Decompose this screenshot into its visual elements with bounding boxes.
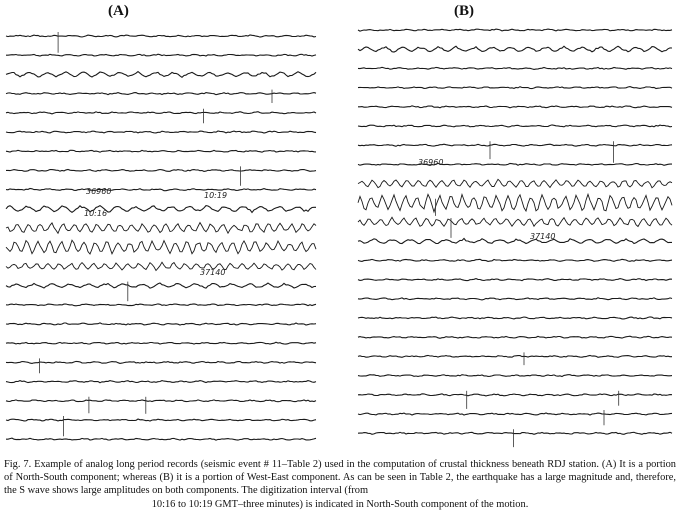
caption-main: Fig. 7. Example of analog long period records (seismic event # 11–Table 2) used in the computation of crustal thickness beneath RDJ station. (A) It is a portion of North-South component; whereas (B) it is a portion of West-East component. As can be seen in Table 2, the earthquake has a large magnitude and, therefore, the S wave shows large amplitudes on both components. The digitization interval (from xyxy=(4,459,676,497)
seismic-trace xyxy=(358,432,672,434)
seismic-trace xyxy=(6,35,316,37)
seismic-trace xyxy=(358,217,672,226)
seismic-trace xyxy=(358,144,672,146)
annotation-count-1-b: 36960 xyxy=(418,158,444,167)
seismic-trace xyxy=(6,419,316,421)
seismic-trace xyxy=(6,223,316,234)
annotation-count-1-a: 36960 xyxy=(86,187,112,196)
seismic-trace xyxy=(6,93,316,95)
traces-a xyxy=(6,32,316,440)
seismic-trace xyxy=(358,259,672,261)
seismic-trace xyxy=(6,323,316,325)
panel-a-label: (A) xyxy=(108,3,129,19)
traces-b xyxy=(358,29,672,447)
seismic-trace xyxy=(358,67,672,69)
seismic-trace xyxy=(6,240,316,254)
annotation-time-end: 10:19 xyxy=(204,191,228,200)
seismic-trace xyxy=(6,304,316,306)
seismic-trace xyxy=(6,283,316,288)
seismic-trace xyxy=(6,400,316,402)
annotation-count-2-b: 37140 xyxy=(530,232,556,241)
seismic-trace xyxy=(358,194,672,212)
seismic-trace xyxy=(358,355,672,357)
seismic-trace xyxy=(358,394,672,396)
seismic-trace xyxy=(358,239,672,244)
seismic-trace xyxy=(358,29,672,31)
seismic-trace xyxy=(358,375,672,377)
seismic-trace xyxy=(358,125,672,127)
seismic-trace xyxy=(6,361,316,363)
seismic-trace xyxy=(6,131,316,133)
seismic-trace xyxy=(6,189,316,191)
seismic-trace xyxy=(358,46,672,52)
seismic-trace xyxy=(358,336,672,338)
seismic-trace xyxy=(358,298,672,300)
seismic-trace xyxy=(6,170,316,172)
seismic-trace xyxy=(6,206,316,213)
seismic-trace xyxy=(358,279,672,281)
seismic-trace xyxy=(358,179,672,188)
seismic-trace xyxy=(6,381,316,383)
seismic-trace xyxy=(6,262,316,270)
seismic-trace xyxy=(6,112,316,114)
figure-caption xyxy=(4,458,676,511)
seismic-trace xyxy=(358,413,672,415)
annotation-count-2-a: 37140 xyxy=(200,268,226,277)
seismic-trace xyxy=(358,106,672,108)
seismic-trace xyxy=(358,317,672,319)
seismic-trace xyxy=(6,150,316,152)
caption-last-line: 10:16 to 10:19 GMT–three minutes) is indicated in North-South component of the motion. xyxy=(151,498,529,510)
seismic-trace xyxy=(358,87,672,89)
seismic-trace xyxy=(6,72,316,78)
seismic-trace xyxy=(6,54,316,56)
seismic-trace xyxy=(6,342,316,344)
seismic-trace xyxy=(6,438,316,440)
annotation-time-start: 10:16 xyxy=(84,209,108,218)
seismic-trace xyxy=(358,163,672,165)
panel-b-label: (B) xyxy=(454,3,474,19)
seismogram-north-south xyxy=(4,22,320,452)
seismogram-west-east xyxy=(356,22,676,452)
